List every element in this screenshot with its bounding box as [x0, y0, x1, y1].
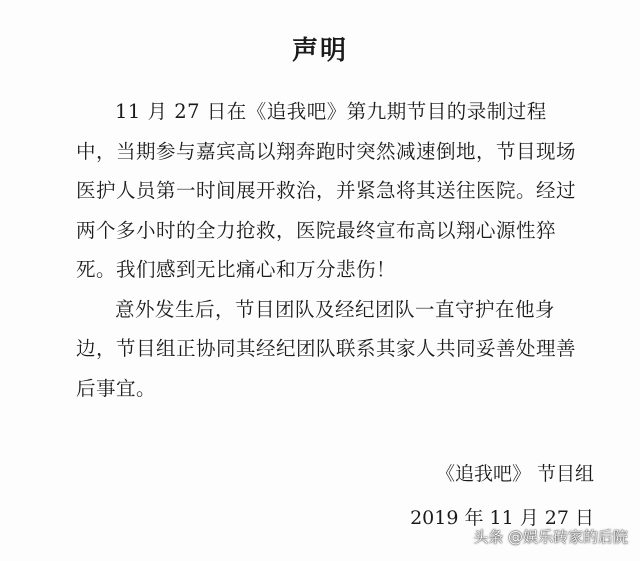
signature-date: 2019 年 11 月 27 日 [410, 507, 594, 529]
document-title: 声明 [291, 36, 348, 66]
paragraph-1: 11 月 27 日在《追我吧》第九期节目的录制过程中，当期参与嘉宾高以翔奔跑时突然减速倒地，节目现场医护人员第一时间展开救治，并紧急将其送往医院。经过两个多小时的全力抢救，医院最终宣布高以翔心源性猝死。我们感到无比痛心和万分悲伤！ [76, 100, 577, 281]
document-body [76, 92, 586, 408]
paragraph-2: 意外发生后，节目团队及经纪团队一直守护在他身边，节目组正协同其经纪团队联系其家人共同妥善处理善后事宜。 [76, 297, 577, 400]
watermark [473, 526, 628, 547]
watermark-text: 头条 @娱乐砖家的后院 [473, 528, 628, 546]
signature-org: 《追我吧》 节目组 [435, 463, 594, 485]
